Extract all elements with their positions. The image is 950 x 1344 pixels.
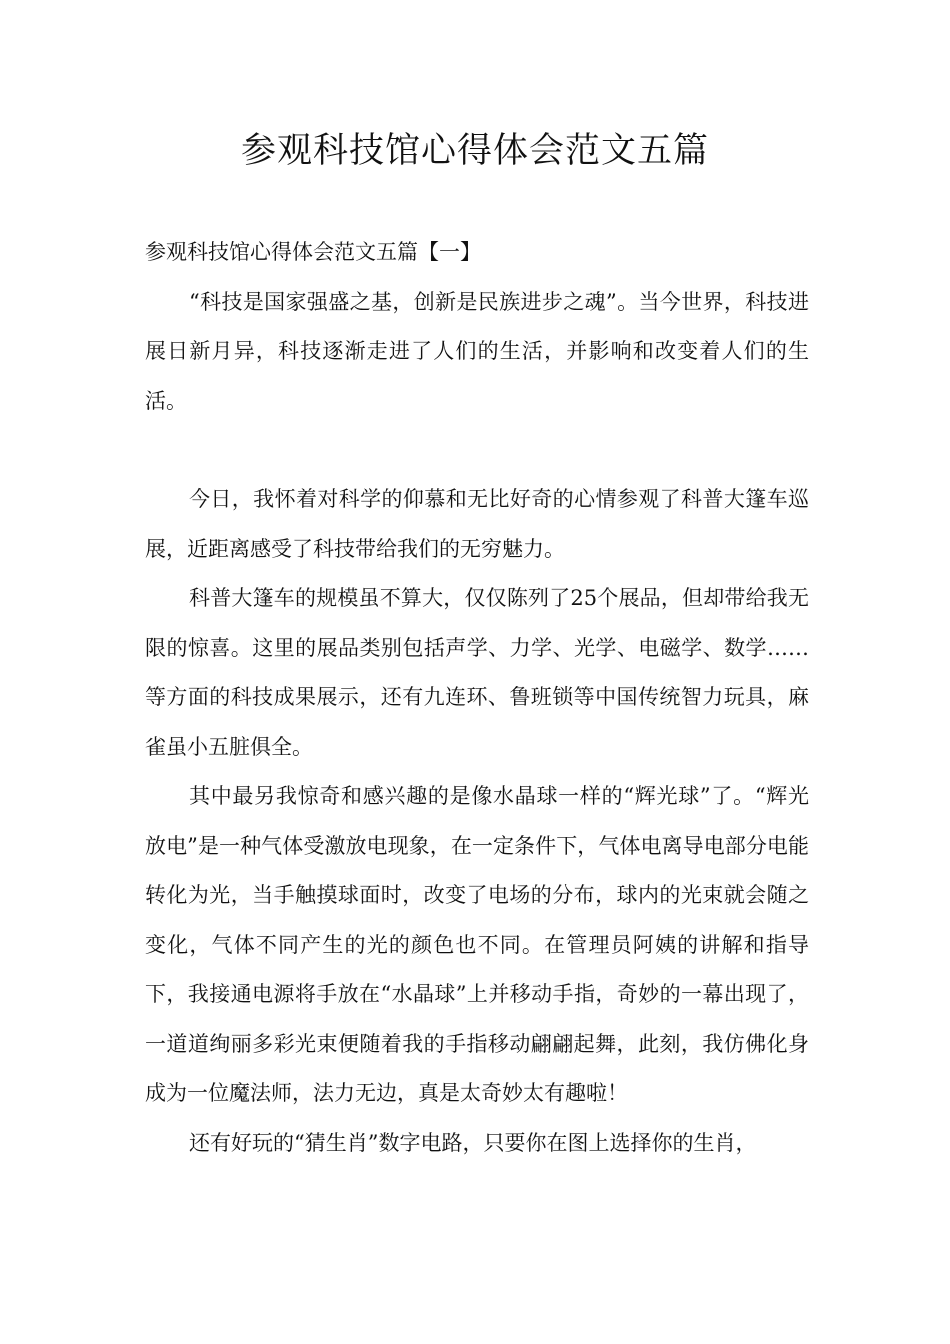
document-title: 参观科技馆心得体会范文五篇 (240, 131, 709, 171)
paragraph-1: “科技是国家强盛之基，创新是民族进步之魂”。当今世界，科技进展日新月异，科技逐渐走进了人们的生活，并影响和改变着人们的生活。 (145, 289, 809, 413)
paragraph-2: 今日，我怀着对科学的仰慕和无比好奇的心情参观了科普大篷车巡展，近距离感受了科技带给我们的无穷魅力。 (145, 487, 809, 561)
paragraph-4: 其中最另我惊奇和感兴趣的是像水晶球一样的“辉光球”了。“辉光放电”是一种气体受激放电现象，在一定条件下，气体电离导电部分电能转化为光，当手触摸球面时，改变了电场的分布，球内的光束就会随之变化，气体不同产生的光的颜色也不同。在管理员阿姨的讲解和指导下，我接通电源将手放在“水晶球”上并移动手指，奇妙的一幕出现了，一道道绚丽多彩光束便随着我的手指移动翩翩起舞，此刻，我仿佛化身成为一位魔法师，法力无边，真是太奇妙太有趣啦！ (145, 784, 809, 1105)
document-body (145, 228, 809, 1168)
paragraph-3: 科普大篷车的规模虽不算大，仅仅陈列了25个展品，但却带给我无限的惊喜。这里的展品类别包括声学、力学、光学、电磁学、数学……等方面的科技成果展示，还有九连环、鲁班锁等中国传统智力玩具，麻雀虽小五脏俱全。 (145, 586, 809, 759)
paragraph-5: 还有好玩的“猜生肖”数字电路，只要你在图上选择你的生肖， (189, 1130, 757, 1155)
section-heading: 参观科技馆心得体会范文五篇【一】 (145, 240, 481, 264)
